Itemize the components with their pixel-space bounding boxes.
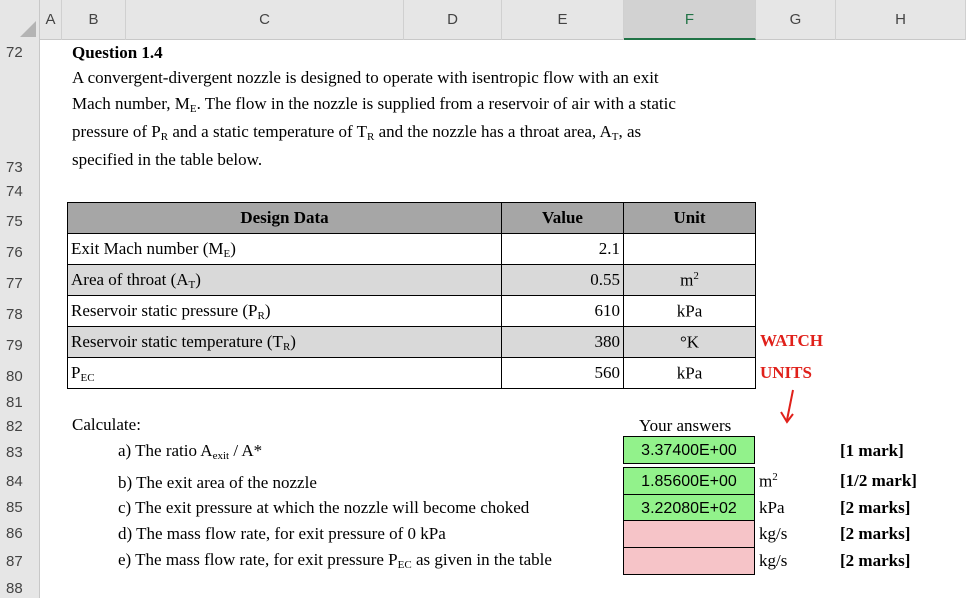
table-row xyxy=(68,327,756,358)
row-value[interactable]: 0.55 xyxy=(502,265,624,296)
question-line-1: A convergent-divergent nozzle is designed to operate with isentropic flow with an exit xyxy=(72,68,659,87)
answer-cell-e[interactable] xyxy=(623,547,755,575)
row-header[interactable]: 75 xyxy=(6,213,23,230)
unit-e: kg/s xyxy=(759,551,788,570)
mark-d: [2 marks] xyxy=(840,524,911,543)
table-row xyxy=(68,358,756,389)
row-header[interactable]: 78 xyxy=(6,306,23,323)
down-arrow-icon xyxy=(778,388,798,428)
answer-cell-b[interactable]: 1.85600E+00 xyxy=(623,467,755,495)
row-label[interactable]: Reservoir static temperature $(T_R)$ xyxy=(68,327,502,358)
row-header[interactable]: 72 xyxy=(6,44,23,61)
row-unit[interactable] xyxy=(624,234,756,265)
column-header-bar xyxy=(0,0,966,40)
row-header[interactable]: 87 xyxy=(6,553,23,570)
unit-c: kPa xyxy=(759,498,785,517)
question-item-c: c) The exit pressure at which the nozzle will become choked xyxy=(118,498,530,517)
column-header-d[interactable]: D xyxy=(404,0,502,40)
table-header-row xyxy=(68,203,756,234)
row-value[interactable]: 610 xyxy=(502,296,624,327)
row-value[interactable]: 2.1 xyxy=(502,234,624,265)
row-unit[interactable]: kPa xyxy=(624,296,756,327)
row-header[interactable]: 81 xyxy=(6,394,23,411)
row-label[interactable]: Reservoir static pressure $(P_R)$ xyxy=(68,296,502,327)
answer-cell-a[interactable]: 3.37400E+00 xyxy=(623,436,755,464)
header-design-data[interactable]: Design Data xyxy=(68,203,502,234)
row-header[interactable]: 73 xyxy=(6,159,23,176)
question-line-3: pressure of $P_R$ and a static temperature of $T_R$ and the nozzle has a throat area, $A_T$, as xyxy=(72,122,642,143)
mark-b: [1/2 mark] xyxy=(840,471,917,490)
column-header-e[interactable]: E xyxy=(502,0,624,40)
warning-units: UNITS xyxy=(760,363,812,382)
answer-cell-d[interactable] xyxy=(623,520,755,548)
table-row xyxy=(68,296,756,327)
row-header[interactable]: 77 xyxy=(6,275,23,292)
row-header[interactable]: 83 xyxy=(6,444,23,461)
column-header-b[interactable]: B xyxy=(62,0,126,40)
mark-c: [2 marks] xyxy=(840,498,911,517)
unit-b: $m^2$ xyxy=(759,471,778,491)
table-row xyxy=(68,234,756,265)
question-item-b: b) The exit area of the nozzle xyxy=(118,473,317,492)
column-header-g[interactable]: G xyxy=(756,0,836,40)
row-unit[interactable]: $m^2$ xyxy=(624,265,756,296)
row-header[interactable]: 84 xyxy=(6,473,23,490)
row-header[interactable]: 88 xyxy=(6,580,23,597)
column-header-a[interactable]: A xyxy=(40,0,62,40)
row-label[interactable]: Area of throat $(A_T)$ xyxy=(68,265,502,296)
row-label[interactable]: $P_{EC}$ xyxy=(68,358,502,389)
answer-cell-c[interactable]: 3.22080E+02 xyxy=(623,494,755,522)
row-value[interactable]: 560 xyxy=(502,358,624,389)
row-value[interactable]: 380 xyxy=(502,327,624,358)
column-header-h[interactable]: H xyxy=(836,0,966,40)
question-line-4: specified in the table below. xyxy=(72,150,263,169)
mark-e: [2 marks] xyxy=(840,551,911,570)
row-unit[interactable]: kPa xyxy=(624,358,756,389)
question-item-d: d) The mass flow rate, for exit pressure of 0 kPa xyxy=(118,524,446,543)
row-header[interactable]: 79 xyxy=(6,337,23,354)
warning-watch: WATCH xyxy=(760,331,823,350)
question-title: Question 1.4 xyxy=(72,43,163,62)
header-value[interactable]: Value xyxy=(502,203,624,234)
row-header[interactable]: 76 xyxy=(6,244,23,261)
row-header[interactable]: 85 xyxy=(6,499,23,516)
row-header[interactable]: 82 xyxy=(6,418,23,435)
row-header[interactable]: 80 xyxy=(6,368,23,385)
question-item-e: e) The mass flow rate, for exit pressure $P_{EC}$ as given in the table xyxy=(118,550,552,571)
row-header-bar xyxy=(0,40,40,598)
header-unit[interactable]: Unit xyxy=(624,203,756,234)
design-data-table xyxy=(67,202,756,389)
calculate-label: Calculate: xyxy=(72,415,141,434)
column-header-c[interactable]: C xyxy=(126,0,404,40)
table-row xyxy=(68,265,756,296)
answers-header: Your answers xyxy=(639,416,732,435)
select-all-triangle-icon xyxy=(20,21,36,37)
row-unit[interactable]: °K xyxy=(624,327,756,358)
select-all-corner[interactable] xyxy=(0,0,40,40)
question-item-a: a) The ratio $A_{exit} / A*$ xyxy=(118,441,263,462)
mark-a: [1 mark] xyxy=(840,441,904,460)
question-line-2: Mach number, $M_E$. The flow in the nozzle is supplied from a reservoir of air with a static xyxy=(72,94,676,115)
row-header[interactable]: 74 xyxy=(6,183,23,200)
row-label[interactable]: Exit Mach number $(M_E)$ xyxy=(68,234,502,265)
unit-d: kg/s xyxy=(759,524,788,543)
row-header[interactable]: 86 xyxy=(6,525,23,542)
column-header-f[interactable]: F xyxy=(624,0,756,40)
